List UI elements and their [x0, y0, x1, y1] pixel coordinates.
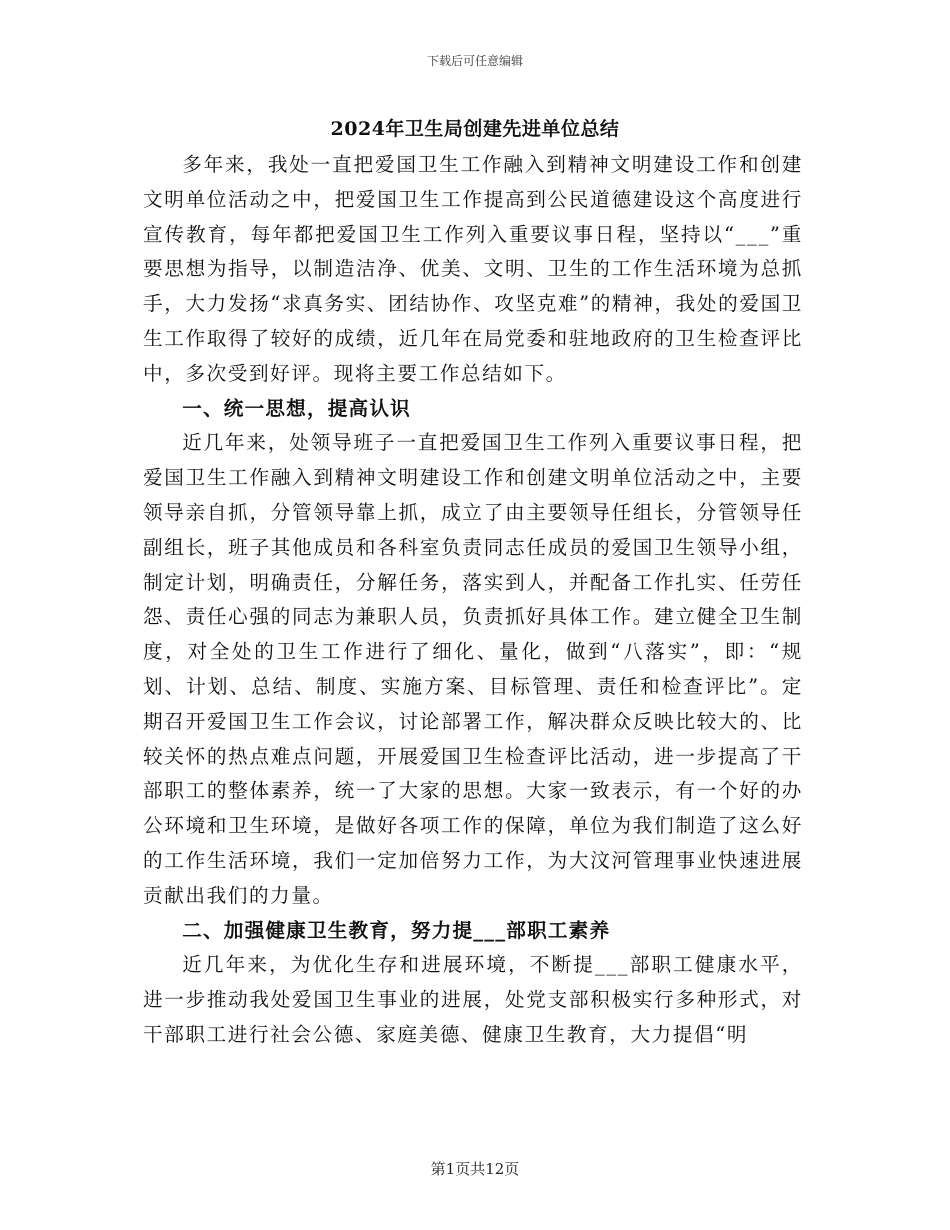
page-number: 第1页共12页	[430, 1160, 520, 1178]
section-1-paragraph: 近几年来，处领导班子一直把爱国卫生工作列入重要议事日程，把爱国卫生工作融入到精神文明建设工作和创建文明单位活动之中，主要领导亲自抓，分管领导靠上抓，成立了由主要领导任组长，分管领导任副组长，班子其他成员和各科室负责同志任成员的爱国卫生领导小组，制定计划，明确责任，分解任务，落实到人，并配备工作扎实、任劳任怨、责任心强的同志为兼职人员，负责抓好具体工作。建立健全卫生制度，对全处的卫生工作进行了细化、量化，做到“八落实”，即：“规划、计划、总结、制度、实施方案、目标管理、责任和检查评比”。定期召开爱国卫生工作会议，讨论部署工作，解决群众反映比较大的、比较关怀的热点难点问题，开展爱国卫生检查评比活动，进一步提高了干部职工的整体素养，统一了大家的思想。大家一致表示，有一个好的办公环境和卫生环境，是做好各项工作的保障，单位为我们制造了这么好的工作生活环境，我们一定加倍努力工作，为大汶河管理事业快速进展贡献出我们的力量。	[143, 431, 803, 907]
section-1-heading: 一、统一思想，提高认识	[182, 396, 411, 420]
section-2-paragraph: 近几年来，为优化生存和进展环境，不断提___部职工健康水平，进一步推动我处爱国卫生事业的进展，处党支部积极实行多种形式，对干部职工进行社会公德、家庭美德、健康卫生教育，大力提倡“明	[143, 953, 803, 1046]
document-title: 2024年卫生局创建先进单位总结	[330, 118, 620, 140]
intro-paragraph: 多年来，我处一直把爱国卫生工作融入到精神文明建设工作和创建文明单位活动之中，把爱国卫生工作提高到公民道德建设这个高度进行宣传教育，每年都把爱国卫生工作列入重要议事日程，坚持以“___”重要思想为指导，以制造洁净、优美、文明、卫生的工作生活环境为总抓手，大力发扬“求真务实、团结协作、攻坚克难”的精神，我处的爱国卫生工作取得了较好的成绩，近几年在局党委和驻地政府的卫生检查评比中，多次受到好评。现将主要工作总结如下。	[143, 153, 803, 385]
section-2-heading: 二、加强健康卫生教育，努力提___部职工素养	[182, 918, 611, 942]
header-note: 下载后可任意编辑	[426, 54, 523, 68]
document-body	[143, 148, 803, 1053]
